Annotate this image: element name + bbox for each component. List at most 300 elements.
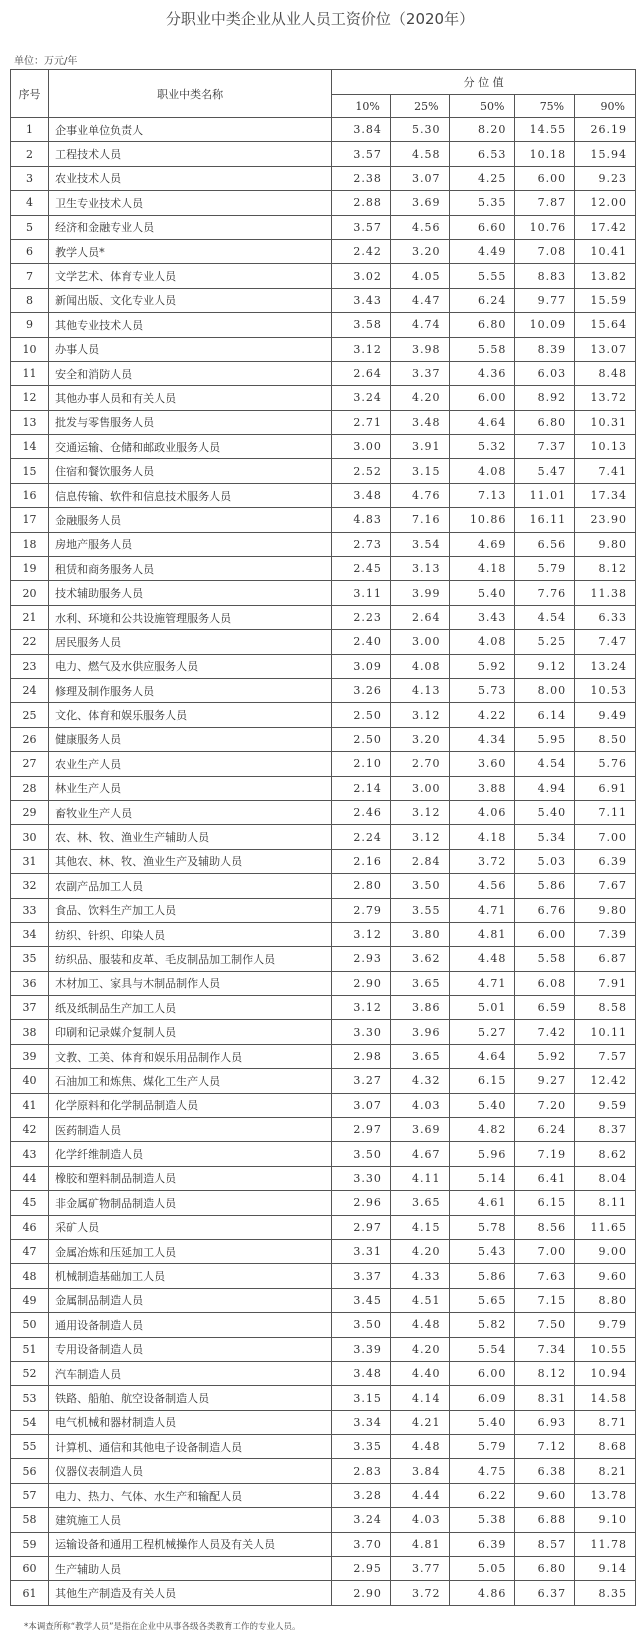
- cell-p75: 4.54: [515, 605, 575, 629]
- table-row: [11, 1020, 636, 1044]
- cell-p50: 3.60: [449, 752, 515, 776]
- table-row: [11, 703, 636, 727]
- cell-p25: 7.16: [390, 508, 449, 532]
- cell-seq: 20: [11, 581, 49, 605]
- cell-seq: 34: [11, 922, 49, 946]
- cell-p50: 5.73: [449, 678, 515, 702]
- table-row: [11, 1313, 636, 1337]
- cell-p75: 6.59: [515, 996, 575, 1020]
- cell-p25: 3.48: [390, 410, 449, 434]
- header-p75: 75%: [515, 95, 575, 118]
- cell-p50: 4.86: [449, 1581, 515, 1605]
- cell-p25: 4.05: [390, 264, 449, 288]
- cell-occupation: 经济和金融专业人员: [49, 215, 332, 239]
- cell-p90: 7.47: [575, 630, 636, 654]
- cell-p25: 2.64: [390, 605, 449, 629]
- cell-p50: 8.20: [449, 118, 515, 142]
- cell-p75: 7.37: [515, 435, 575, 459]
- unit-label: 单位：万元/年: [14, 56, 78, 67]
- cell-seq: 4: [11, 191, 49, 215]
- cell-seq: 19: [11, 557, 49, 581]
- cell-p50: 6.15: [449, 1069, 515, 1093]
- cell-p75: 6.80: [515, 410, 575, 434]
- cell-p75: 7.63: [515, 1264, 575, 1288]
- cell-seq: 45: [11, 1191, 49, 1215]
- cell-occupation: 农副产品加工人员: [49, 874, 332, 898]
- cell-p50: 5.54: [449, 1337, 515, 1361]
- cell-occupation: 卫生专业技术人员: [49, 191, 332, 215]
- cell-seq: 15: [11, 459, 49, 483]
- cell-seq: 1: [11, 118, 49, 142]
- cell-p25: 3.12: [390, 800, 449, 824]
- cell-p75: 6.80: [515, 1557, 575, 1581]
- cell-seq: 33: [11, 898, 49, 922]
- cell-p90: 12.00: [575, 191, 636, 215]
- cell-p75: 6.56: [515, 532, 575, 556]
- cell-seq: 2: [11, 142, 49, 166]
- table-row: [11, 1557, 636, 1581]
- cell-occupation: 文学艺术、体育专业人员: [49, 264, 332, 288]
- cell-p25: 4.81: [390, 1532, 449, 1556]
- cell-p90: 9.23: [575, 166, 636, 190]
- cell-p75: 7.20: [515, 1093, 575, 1117]
- table-body: [11, 118, 636, 1606]
- cell-p90: 15.64: [575, 313, 636, 337]
- cell-p75: 7.87: [515, 191, 575, 215]
- cell-p90: 8.21: [575, 1459, 636, 1483]
- cell-occupation: 计算机、通信和其他电子设备制造人员: [49, 1435, 332, 1459]
- cell-occupation: 纺织、针织、印染人员: [49, 922, 332, 946]
- cell-occupation: 住宿和餐饮服务人员: [49, 459, 332, 483]
- cell-p90: 6.87: [575, 947, 636, 971]
- table-row: [11, 1191, 636, 1215]
- cell-p50: 5.27: [449, 1020, 515, 1044]
- cell-p10: 2.80: [332, 874, 391, 898]
- cell-p10: 3.43: [332, 288, 391, 312]
- wage-table: [10, 69, 636, 1606]
- cell-seq: 48: [11, 1264, 49, 1288]
- cell-p10: 3.57: [332, 215, 391, 239]
- cell-p75: 8.57: [515, 1532, 575, 1556]
- cell-p25: 3.54: [390, 532, 449, 556]
- cell-occupation: 其他农、林、牧、渔业生产及辅助人员: [49, 849, 332, 873]
- table-row: [11, 1508, 636, 1532]
- cell-p75: 5.79: [515, 557, 575, 581]
- cell-seq: 16: [11, 483, 49, 507]
- cell-occupation: 金属冶炼和压延加工人员: [49, 1239, 332, 1263]
- cell-occupation: 石油加工和炼焦、煤化工生产人员: [49, 1069, 332, 1093]
- table-row: [11, 1069, 636, 1093]
- cell-seq: 7: [11, 264, 49, 288]
- cell-p10: 4.83: [332, 508, 391, 532]
- cell-seq: 60: [11, 1557, 49, 1581]
- table-row: [11, 191, 636, 215]
- cell-p10: 3.12: [332, 996, 391, 1020]
- cell-occupation: 纸及纸制品生产加工人员: [49, 996, 332, 1020]
- cell-occupation: 办事人员: [49, 337, 332, 361]
- cell-p75: 6.41: [515, 1166, 575, 1190]
- cell-p25: 4.20: [390, 386, 449, 410]
- cell-p25: 2.84: [390, 849, 449, 873]
- cell-p25: 4.15: [390, 1215, 449, 1239]
- cell-p10: 2.24: [332, 825, 391, 849]
- cell-seq: 58: [11, 1508, 49, 1532]
- cell-p90: 9.60: [575, 1264, 636, 1288]
- cell-p25: 4.76: [390, 483, 449, 507]
- cell-p10: 2.88: [332, 191, 391, 215]
- cell-p10: 3.27: [332, 1069, 391, 1093]
- cell-p10: 3.84: [332, 118, 391, 142]
- cell-occupation: 水利、环境和公共设施管理服务人员: [49, 605, 332, 629]
- cell-p25: 3.20: [390, 727, 449, 751]
- cell-p50: 4.82: [449, 1118, 515, 1142]
- cell-occupation: 汽车制造人员: [49, 1361, 332, 1385]
- cell-occupation: 化学原料和化学制品制造人员: [49, 1093, 332, 1117]
- cell-seq: 54: [11, 1410, 49, 1434]
- table-row: [11, 1483, 636, 1507]
- cell-occupation: 其他专业技术人员: [49, 313, 332, 337]
- cell-seq: 13: [11, 410, 49, 434]
- table-row: [11, 1288, 636, 1312]
- table-row: [11, 1142, 636, 1166]
- table-row: [11, 1459, 636, 1483]
- cell-p75: 4.54: [515, 752, 575, 776]
- table-row: [11, 849, 636, 873]
- cell-p90: 8.71: [575, 1410, 636, 1434]
- cell-seq: 37: [11, 996, 49, 1020]
- cell-p25: 3.20: [390, 239, 449, 263]
- cell-p10: 3.31: [332, 1239, 391, 1263]
- cell-p25: 3.69: [390, 1118, 449, 1142]
- table-row: [11, 825, 636, 849]
- cell-p75: 7.08: [515, 239, 575, 263]
- cell-seq: 30: [11, 825, 49, 849]
- cell-occupation: 机械制造基础加工人员: [49, 1264, 332, 1288]
- cell-p10: 3.57: [332, 142, 391, 166]
- cell-p75: 5.95: [515, 727, 575, 751]
- table-row: [11, 1337, 636, 1361]
- cell-p10: 2.14: [332, 776, 391, 800]
- table-row: [11, 1093, 636, 1117]
- table-row: [11, 166, 636, 190]
- cell-p75: 5.92: [515, 1044, 575, 1068]
- cell-p50: 6.22: [449, 1483, 515, 1507]
- cell-p50: 4.81: [449, 922, 515, 946]
- cell-p25: 4.03: [390, 1093, 449, 1117]
- cell-p90: 10.94: [575, 1361, 636, 1385]
- cell-seq: 14: [11, 435, 49, 459]
- cell-p25: 3.84: [390, 1459, 449, 1483]
- cell-p25: 2.70: [390, 752, 449, 776]
- cell-occupation: 纺织品、服装和皮革、毛皮制品加工制作人员: [49, 947, 332, 971]
- cell-p10: 3.12: [332, 922, 391, 946]
- cell-p10: 2.45: [332, 557, 391, 581]
- cell-p50: 10.86: [449, 508, 515, 532]
- cell-p10: 3.09: [332, 654, 391, 678]
- cell-seq: 28: [11, 776, 49, 800]
- cell-p90: 9.49: [575, 703, 636, 727]
- cell-seq: 32: [11, 874, 49, 898]
- cell-p10: 2.16: [332, 849, 391, 873]
- table-row: [11, 1361, 636, 1385]
- cell-p50: 6.00: [449, 386, 515, 410]
- cell-p25: 4.20: [390, 1337, 449, 1361]
- cell-seq: 61: [11, 1581, 49, 1605]
- cell-p25: 3.55: [390, 898, 449, 922]
- cell-p50: 4.34: [449, 727, 515, 751]
- cell-p90: 10.31: [575, 410, 636, 434]
- cell-p50: 3.72: [449, 849, 515, 873]
- cell-p25: 3.00: [390, 776, 449, 800]
- cell-seq: 26: [11, 727, 49, 751]
- cell-p10: 2.40: [332, 630, 391, 654]
- cell-p75: 7.50: [515, 1313, 575, 1337]
- cell-p50: 5.55: [449, 264, 515, 288]
- table-row: [11, 947, 636, 971]
- cell-p90: 11.38: [575, 581, 636, 605]
- cell-p90: 10.55: [575, 1337, 636, 1361]
- cell-seq: 56: [11, 1459, 49, 1483]
- cell-p50: 4.61: [449, 1191, 515, 1215]
- cell-p25: 3.12: [390, 825, 449, 849]
- cell-p75: 8.00: [515, 678, 575, 702]
- cell-p10: 2.96: [332, 1191, 391, 1215]
- cell-seq: 18: [11, 532, 49, 556]
- table-row: [11, 1532, 636, 1556]
- table-row: [11, 386, 636, 410]
- cell-p10: 3.12: [332, 337, 391, 361]
- cell-p10: 3.48: [332, 483, 391, 507]
- cell-p25: 4.47: [390, 288, 449, 312]
- cell-seq: 47: [11, 1239, 49, 1263]
- cell-p50: 5.78: [449, 1215, 515, 1239]
- cell-occupation: 农业技术人员: [49, 166, 332, 190]
- cell-p25: 4.32: [390, 1069, 449, 1093]
- cell-p75: 5.03: [515, 849, 575, 873]
- cell-seq: 11: [11, 361, 49, 385]
- cell-occupation: 居民服务人员: [49, 630, 332, 654]
- cell-seq: 43: [11, 1142, 49, 1166]
- cell-p50: 5.38: [449, 1508, 515, 1532]
- cell-p10: 3.70: [332, 1532, 391, 1556]
- cell-p75: 8.39: [515, 337, 575, 361]
- cell-p50: 4.08: [449, 459, 515, 483]
- cell-p25: 4.74: [390, 313, 449, 337]
- cell-p50: 5.40: [449, 1410, 515, 1434]
- cell-p10: 2.42: [332, 239, 391, 263]
- cell-p25: 4.67: [390, 1142, 449, 1166]
- table-row: [11, 630, 636, 654]
- cell-p10: 3.07: [332, 1093, 391, 1117]
- cell-p75: 6.03: [515, 361, 575, 385]
- cell-p25: 3.12: [390, 703, 449, 727]
- cell-p90: 8.12: [575, 557, 636, 581]
- cell-p25: 3.65: [390, 971, 449, 995]
- table-row: [11, 483, 636, 507]
- header-seq: 序号: [11, 70, 49, 118]
- cell-p25: 3.65: [390, 1191, 449, 1215]
- cell-p75: 6.93: [515, 1410, 575, 1434]
- cell-p10: 3.02: [332, 264, 391, 288]
- cell-p25: 4.14: [390, 1386, 449, 1410]
- cell-p90: 7.00: [575, 825, 636, 849]
- cell-p10: 2.95: [332, 1557, 391, 1581]
- cell-p10: 2.52: [332, 459, 391, 483]
- cell-p75: 7.76: [515, 581, 575, 605]
- cell-p25: 3.77: [390, 1557, 449, 1581]
- cell-p75: 9.27: [515, 1069, 575, 1093]
- cell-p25: 3.00: [390, 630, 449, 654]
- cell-p90: 10.11: [575, 1020, 636, 1044]
- cell-p10: 2.71: [332, 410, 391, 434]
- cell-seq: 51: [11, 1337, 49, 1361]
- table-row: [11, 288, 636, 312]
- cell-p10: 2.50: [332, 727, 391, 751]
- cell-p10: 3.30: [332, 1166, 391, 1190]
- cell-p50: 6.39: [449, 1532, 515, 1556]
- cell-p50: 4.22: [449, 703, 515, 727]
- cell-p50: 5.65: [449, 1288, 515, 1312]
- cell-occupation: 新闻出版、文化专业人员: [49, 288, 332, 312]
- cell-occupation: 电力、燃气及水供应服务人员: [49, 654, 332, 678]
- cell-p25: 4.11: [390, 1166, 449, 1190]
- cell-p75: 7.12: [515, 1435, 575, 1459]
- table-row: [11, 361, 636, 385]
- cell-seq: 38: [11, 1020, 49, 1044]
- header-percentile-group: 分 位 值: [332, 70, 636, 95]
- cell-p90: 26.19: [575, 118, 636, 142]
- header-p25: 25%: [390, 95, 449, 118]
- cell-p25: 3.69: [390, 191, 449, 215]
- cell-p90: 8.11: [575, 1191, 636, 1215]
- cell-p10: 2.93: [332, 947, 391, 971]
- cell-p50: 4.18: [449, 557, 515, 581]
- cell-p75: 11.01: [515, 483, 575, 507]
- cell-seq: 21: [11, 605, 49, 629]
- cell-p90: 8.80: [575, 1288, 636, 1312]
- cell-seq: 52: [11, 1361, 49, 1385]
- table-row: [11, 922, 636, 946]
- cell-p75: 4.94: [515, 776, 575, 800]
- cell-p50: 4.71: [449, 971, 515, 995]
- table-row: [11, 557, 636, 581]
- table-row: [11, 435, 636, 459]
- cell-p90: 7.41: [575, 459, 636, 483]
- cell-p50: 6.80: [449, 313, 515, 337]
- table-row: [11, 1239, 636, 1263]
- cell-seq: 57: [11, 1483, 49, 1507]
- cell-p25: 3.96: [390, 1020, 449, 1044]
- cell-p75: 5.58: [515, 947, 575, 971]
- table-row: [11, 337, 636, 361]
- table-row: [11, 752, 636, 776]
- cell-p10: 3.35: [332, 1435, 391, 1459]
- cell-p90: 17.42: [575, 215, 636, 239]
- cell-p90: 15.94: [575, 142, 636, 166]
- cell-p90: 9.59: [575, 1093, 636, 1117]
- cell-seq: 46: [11, 1215, 49, 1239]
- cell-p10: 2.83: [332, 1459, 391, 1483]
- cell-p75: 6.00: [515, 166, 575, 190]
- cell-p90: 23.90: [575, 508, 636, 532]
- cell-occupation: 交通运输、仓储和邮政业服务人员: [49, 435, 332, 459]
- cell-seq: 24: [11, 678, 49, 702]
- cell-occupation: 技术辅助服务人员: [49, 581, 332, 605]
- cell-p90: 8.68: [575, 1435, 636, 1459]
- table-row: [11, 1264, 636, 1288]
- cell-occupation: 安全和消防人员: [49, 361, 332, 385]
- cell-p90: 8.50: [575, 727, 636, 751]
- cell-p75: 6.38: [515, 1459, 575, 1483]
- cell-p75: 6.14: [515, 703, 575, 727]
- cell-seq: 3: [11, 166, 49, 190]
- cell-p10: 2.97: [332, 1215, 391, 1239]
- cell-p25: 4.08: [390, 654, 449, 678]
- cell-p90: 8.35: [575, 1581, 636, 1605]
- cell-p10: 2.79: [332, 898, 391, 922]
- cell-p75: 6.37: [515, 1581, 575, 1605]
- cell-occupation: 医药制造人员: [49, 1118, 332, 1142]
- cell-occupation: 工程技术人员: [49, 142, 332, 166]
- cell-p50: 6.00: [449, 1361, 515, 1385]
- cell-occupation: 电力、热力、气体、水生产和输配人员: [49, 1483, 332, 1507]
- cell-occupation: 电气机械和器材制造人员: [49, 1410, 332, 1434]
- cell-p25: 4.33: [390, 1264, 449, 1288]
- cell-p10: 2.23: [332, 605, 391, 629]
- cell-p25: 3.62: [390, 947, 449, 971]
- cell-p75: 6.88: [515, 1508, 575, 1532]
- cell-seq: 40: [11, 1069, 49, 1093]
- cell-occupation: 橡胶和塑料制品制造人员: [49, 1166, 332, 1190]
- cell-p50: 5.40: [449, 581, 515, 605]
- cell-seq: 9: [11, 313, 49, 337]
- cell-p50: 4.36: [449, 361, 515, 385]
- cell-p50: 7.13: [449, 483, 515, 507]
- cell-p25: 3.72: [390, 1581, 449, 1605]
- cell-occupation: 其他生产制造及有关人员: [49, 1581, 332, 1605]
- cell-p10: 3.24: [332, 386, 391, 410]
- table-row: [11, 1410, 636, 1434]
- cell-p75: 6.08: [515, 971, 575, 995]
- cell-p10: 3.15: [332, 1386, 391, 1410]
- table-row: [11, 996, 636, 1020]
- table-row: [11, 727, 636, 751]
- cell-p90: 13.07: [575, 337, 636, 361]
- cell-p75: 5.25: [515, 630, 575, 654]
- cell-p50: 4.25: [449, 166, 515, 190]
- cell-occupation: 农业生产人员: [49, 752, 332, 776]
- cell-p50: 6.09: [449, 1386, 515, 1410]
- cell-p90: 6.33: [575, 605, 636, 629]
- cell-seq: 42: [11, 1118, 49, 1142]
- cell-seq: 12: [11, 386, 49, 410]
- cell-p25: 3.50: [390, 874, 449, 898]
- table-row: [11, 215, 636, 239]
- cell-p90: 9.14: [575, 1557, 636, 1581]
- cell-p50: 3.88: [449, 776, 515, 800]
- cell-seq: 41: [11, 1093, 49, 1117]
- cell-p50: 5.96: [449, 1142, 515, 1166]
- footnote: *本调查所称“教学人员”是指在企业中从事各级各类教育工作的专业人员。: [24, 1622, 301, 1632]
- cell-seq: 29: [11, 800, 49, 824]
- cell-p25: 4.58: [390, 142, 449, 166]
- cell-p90: 5.76: [575, 752, 636, 776]
- cell-p25: 4.13: [390, 678, 449, 702]
- cell-occupation: 文教、工美、体育和娱乐用品制作人员: [49, 1044, 332, 1068]
- cell-p75: 9.60: [515, 1483, 575, 1507]
- cell-seq: 17: [11, 508, 49, 532]
- cell-p50: 5.05: [449, 1557, 515, 1581]
